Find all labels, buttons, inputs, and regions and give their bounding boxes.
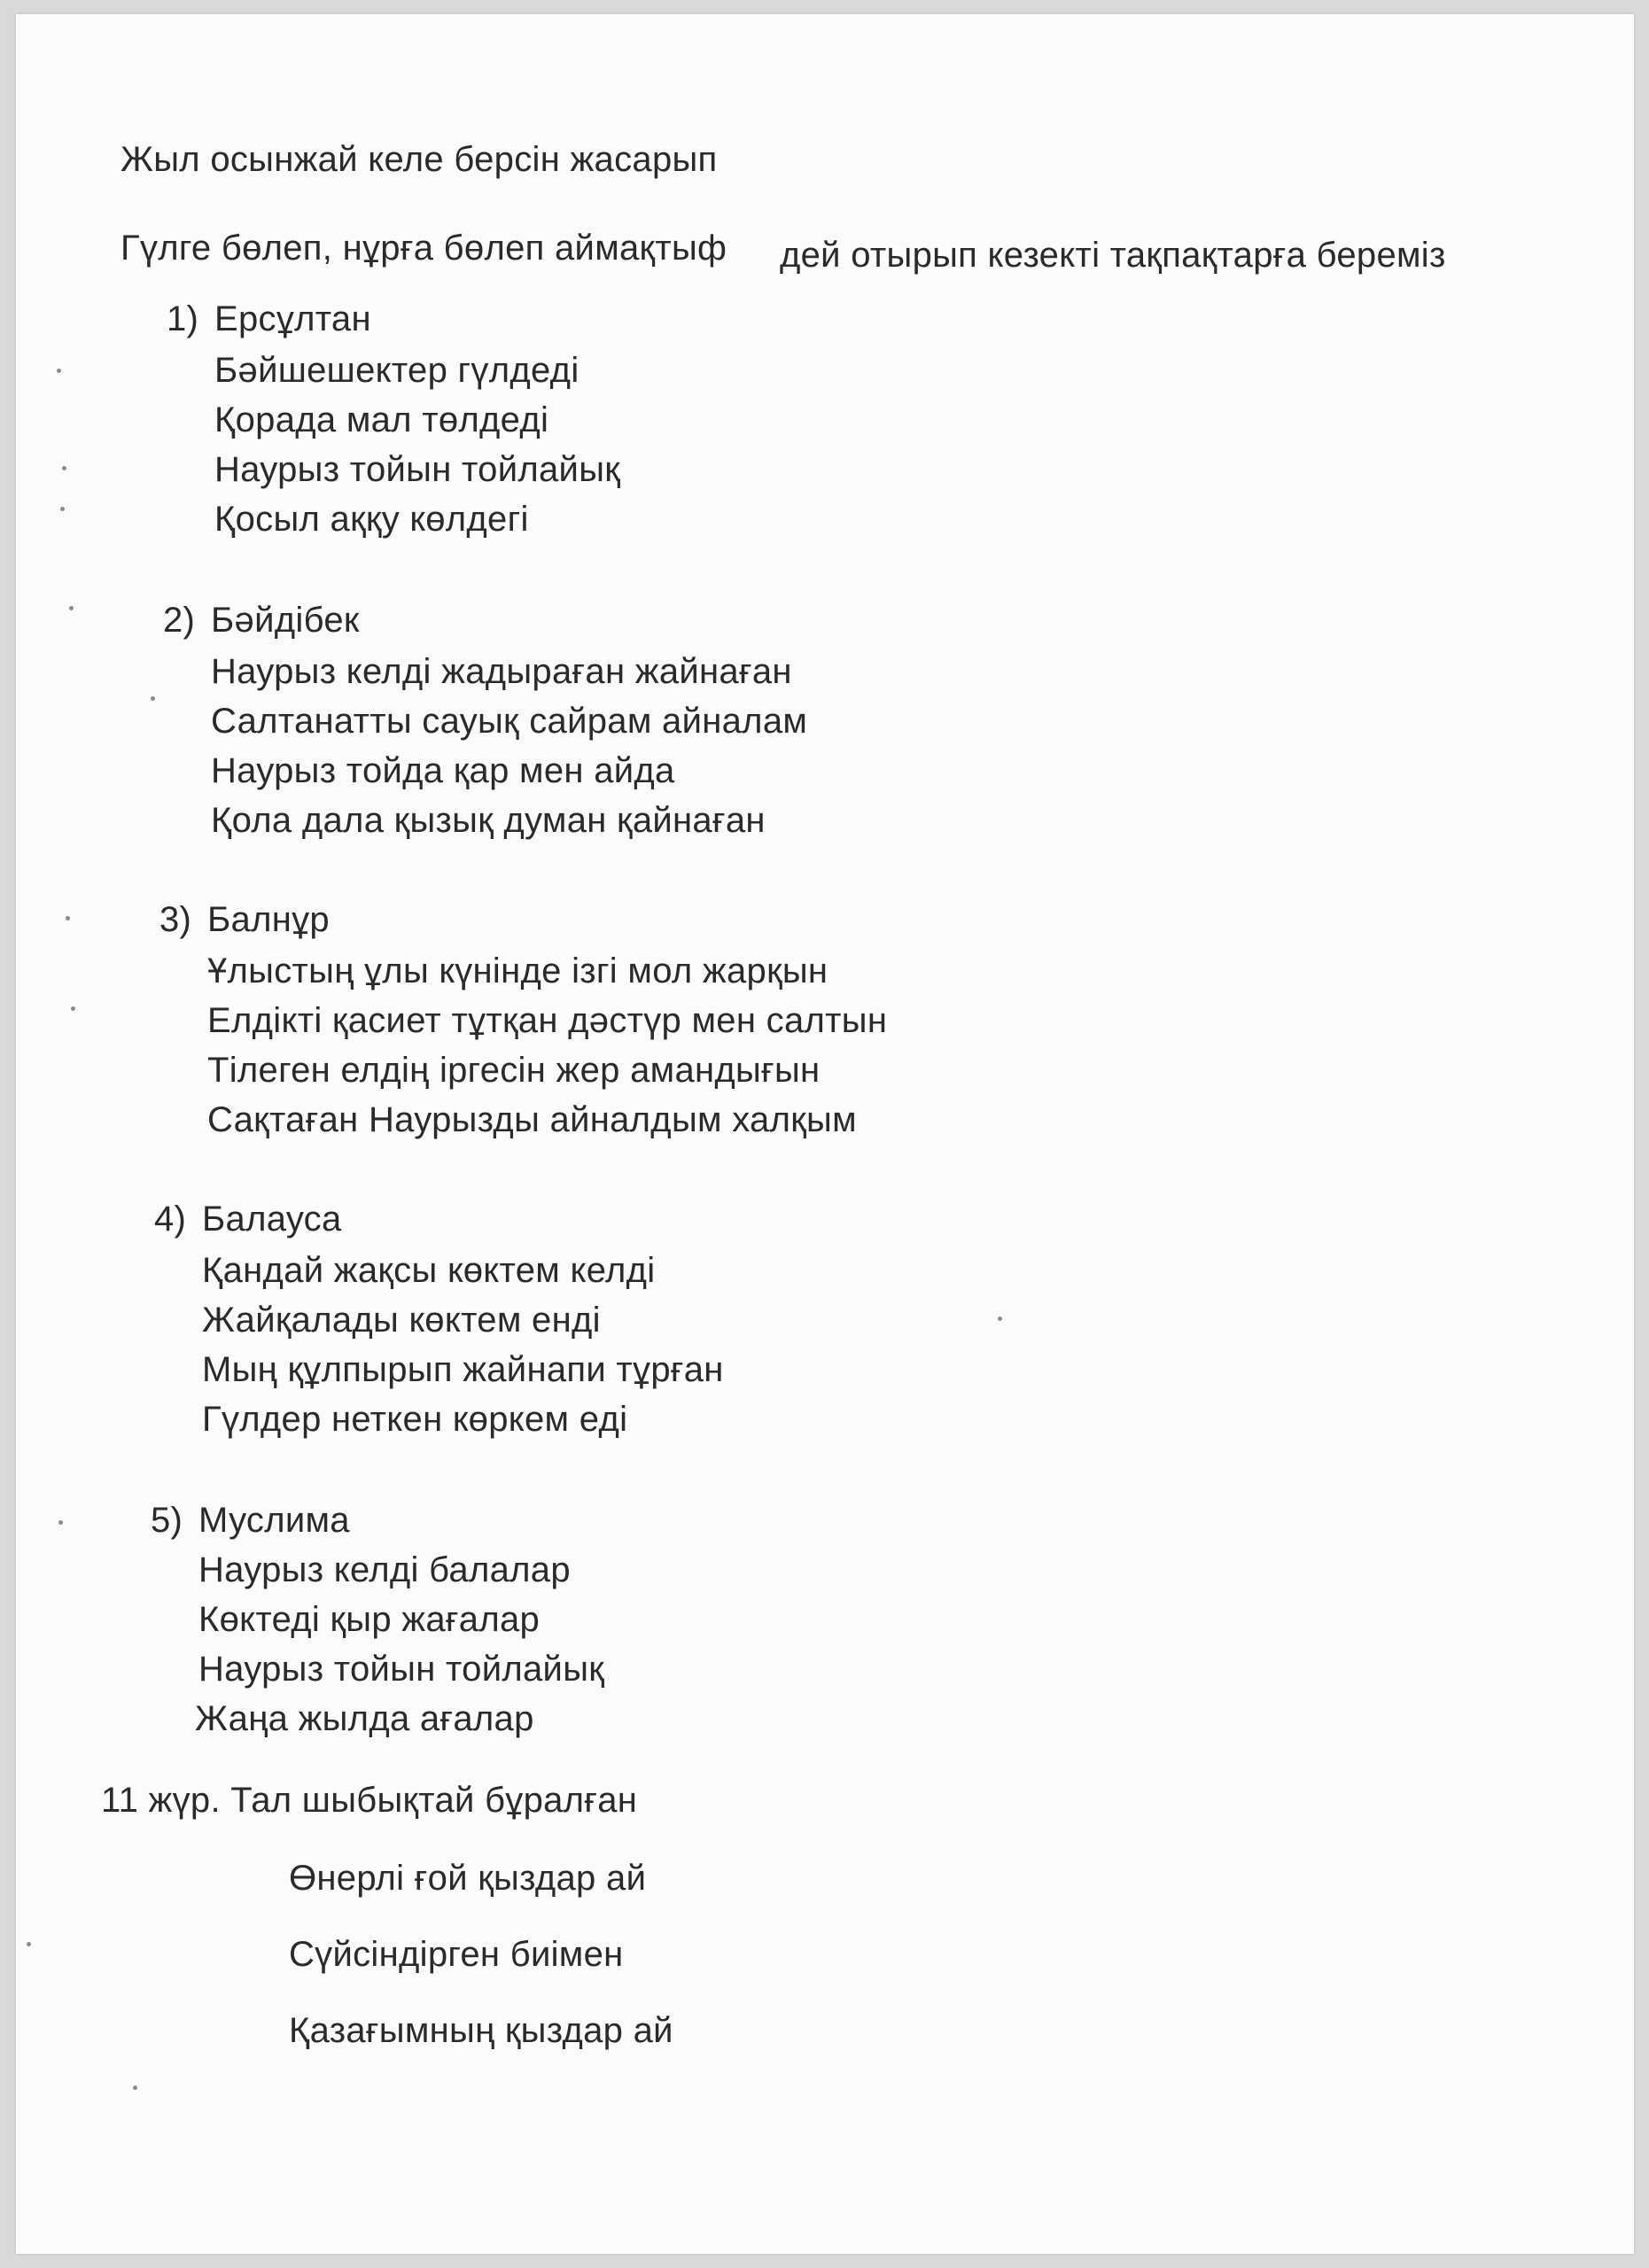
verse-1-line-3: Наурыз тойын тойлайық — [214, 450, 621, 489]
verse-3-line-1: Ұлыстың ұлы күнінде ізгі мол жарқын — [207, 951, 828, 990]
verse-2-line-1: Наурыз келді жадыраған жайнаған — [211, 652, 792, 691]
verse-5-name: Муслима — [198, 1501, 350, 1540]
scan-speck — [998, 1317, 1002, 1321]
scan-speck — [69, 606, 74, 610]
scan-speck — [71, 1006, 75, 1011]
song-title: 11 жүр. Тал шыбықтай бұралған — [101, 1781, 638, 1820]
scan-speck — [133, 2085, 137, 2090]
verse-2-number: 2) — [163, 601, 196, 640]
scan-speck — [60, 507, 65, 511]
verse-3-name: Балнұр — [207, 900, 330, 939]
song-line-2: Сүйсіндірген биімен — [289, 1935, 624, 1974]
scanned-page — [16, 14, 1634, 2254]
verse-1-line-1: Бәйшешектер гүлдеді — [214, 351, 579, 390]
verse-2-name: Бәйдібек — [211, 601, 360, 640]
scan-speck — [66, 916, 70, 920]
verse-1-number: 1) — [167, 299, 199, 338]
scan-speck — [27, 1942, 31, 1946]
intro-line-2b: дей отырып кезекті тақпақтарға береміз — [780, 236, 1446, 275]
verse-4-line-4: Гүлдер неткен көркем еді — [202, 1400, 628, 1439]
scan-speck — [57, 369, 61, 373]
verse-2-line-4: Қола дала қызық думан қайнаған — [211, 801, 766, 840]
verse-5-line-2: Көктеді қыр жағалар — [198, 1600, 541, 1639]
intro-line-1: Жыл осынжай келе берсін жасарып — [121, 140, 718, 179]
verse-4-line-3: Мың құлпырып жайнапи тұрған — [202, 1350, 724, 1389]
verse-3-line-3: Тілеген елдің іргесін жер амандығын — [207, 1051, 821, 1090]
verse-4-number: 4) — [154, 1200, 187, 1239]
verse-2-line-3: Наурыз тойда қар мен айда — [211, 751, 675, 790]
verse-2-line-2: Салтанатты сауық сайрам айналам — [211, 702, 808, 741]
verse-5-number: 5) — [151, 1501, 183, 1540]
song-line-1: Өнерлі ғой қыздар ай — [289, 1859, 647, 1898]
verse-5-line-1: Наурыз келді балалар — [198, 1550, 571, 1589]
verse-4-name: Балауса — [202, 1200, 342, 1239]
verse-3-line-4: Сақтаған Наурызды айналдым халқым — [207, 1100, 857, 1139]
verse-1-name: Ерсұлтан — [214, 299, 371, 338]
verse-3-line-2: Елдікті қасиет тұтқан дәстүр мен салтын — [207, 1001, 888, 1040]
scan-speck — [62, 466, 66, 470]
verse-3-number: 3) — [159, 900, 192, 939]
scan-speck — [58, 1520, 63, 1525]
verse-1-line-2: Қорада мал төлдеді — [214, 400, 549, 439]
verse-1-line-4: Қосыл аққу көлдегі — [214, 500, 529, 539]
verse-5-line-3: Наурыз тойын тойлайық — [198, 1650, 605, 1689]
verse-4-line-2: Жайқалады көктем енді — [202, 1301, 601, 1340]
verse-4-line-1: Қандай жақсы көктем келді — [202, 1251, 656, 1290]
scan-speck — [151, 696, 155, 701]
verse-5-line-4: Жаңа жылда ағалар — [195, 1699, 534, 1738]
intro-line-2a: Гүлге бөлеп, нұрға бөлеп аймақтыф — [121, 229, 727, 268]
song-line-3: Қазағымның қыздар ай — [289, 2011, 673, 2050]
